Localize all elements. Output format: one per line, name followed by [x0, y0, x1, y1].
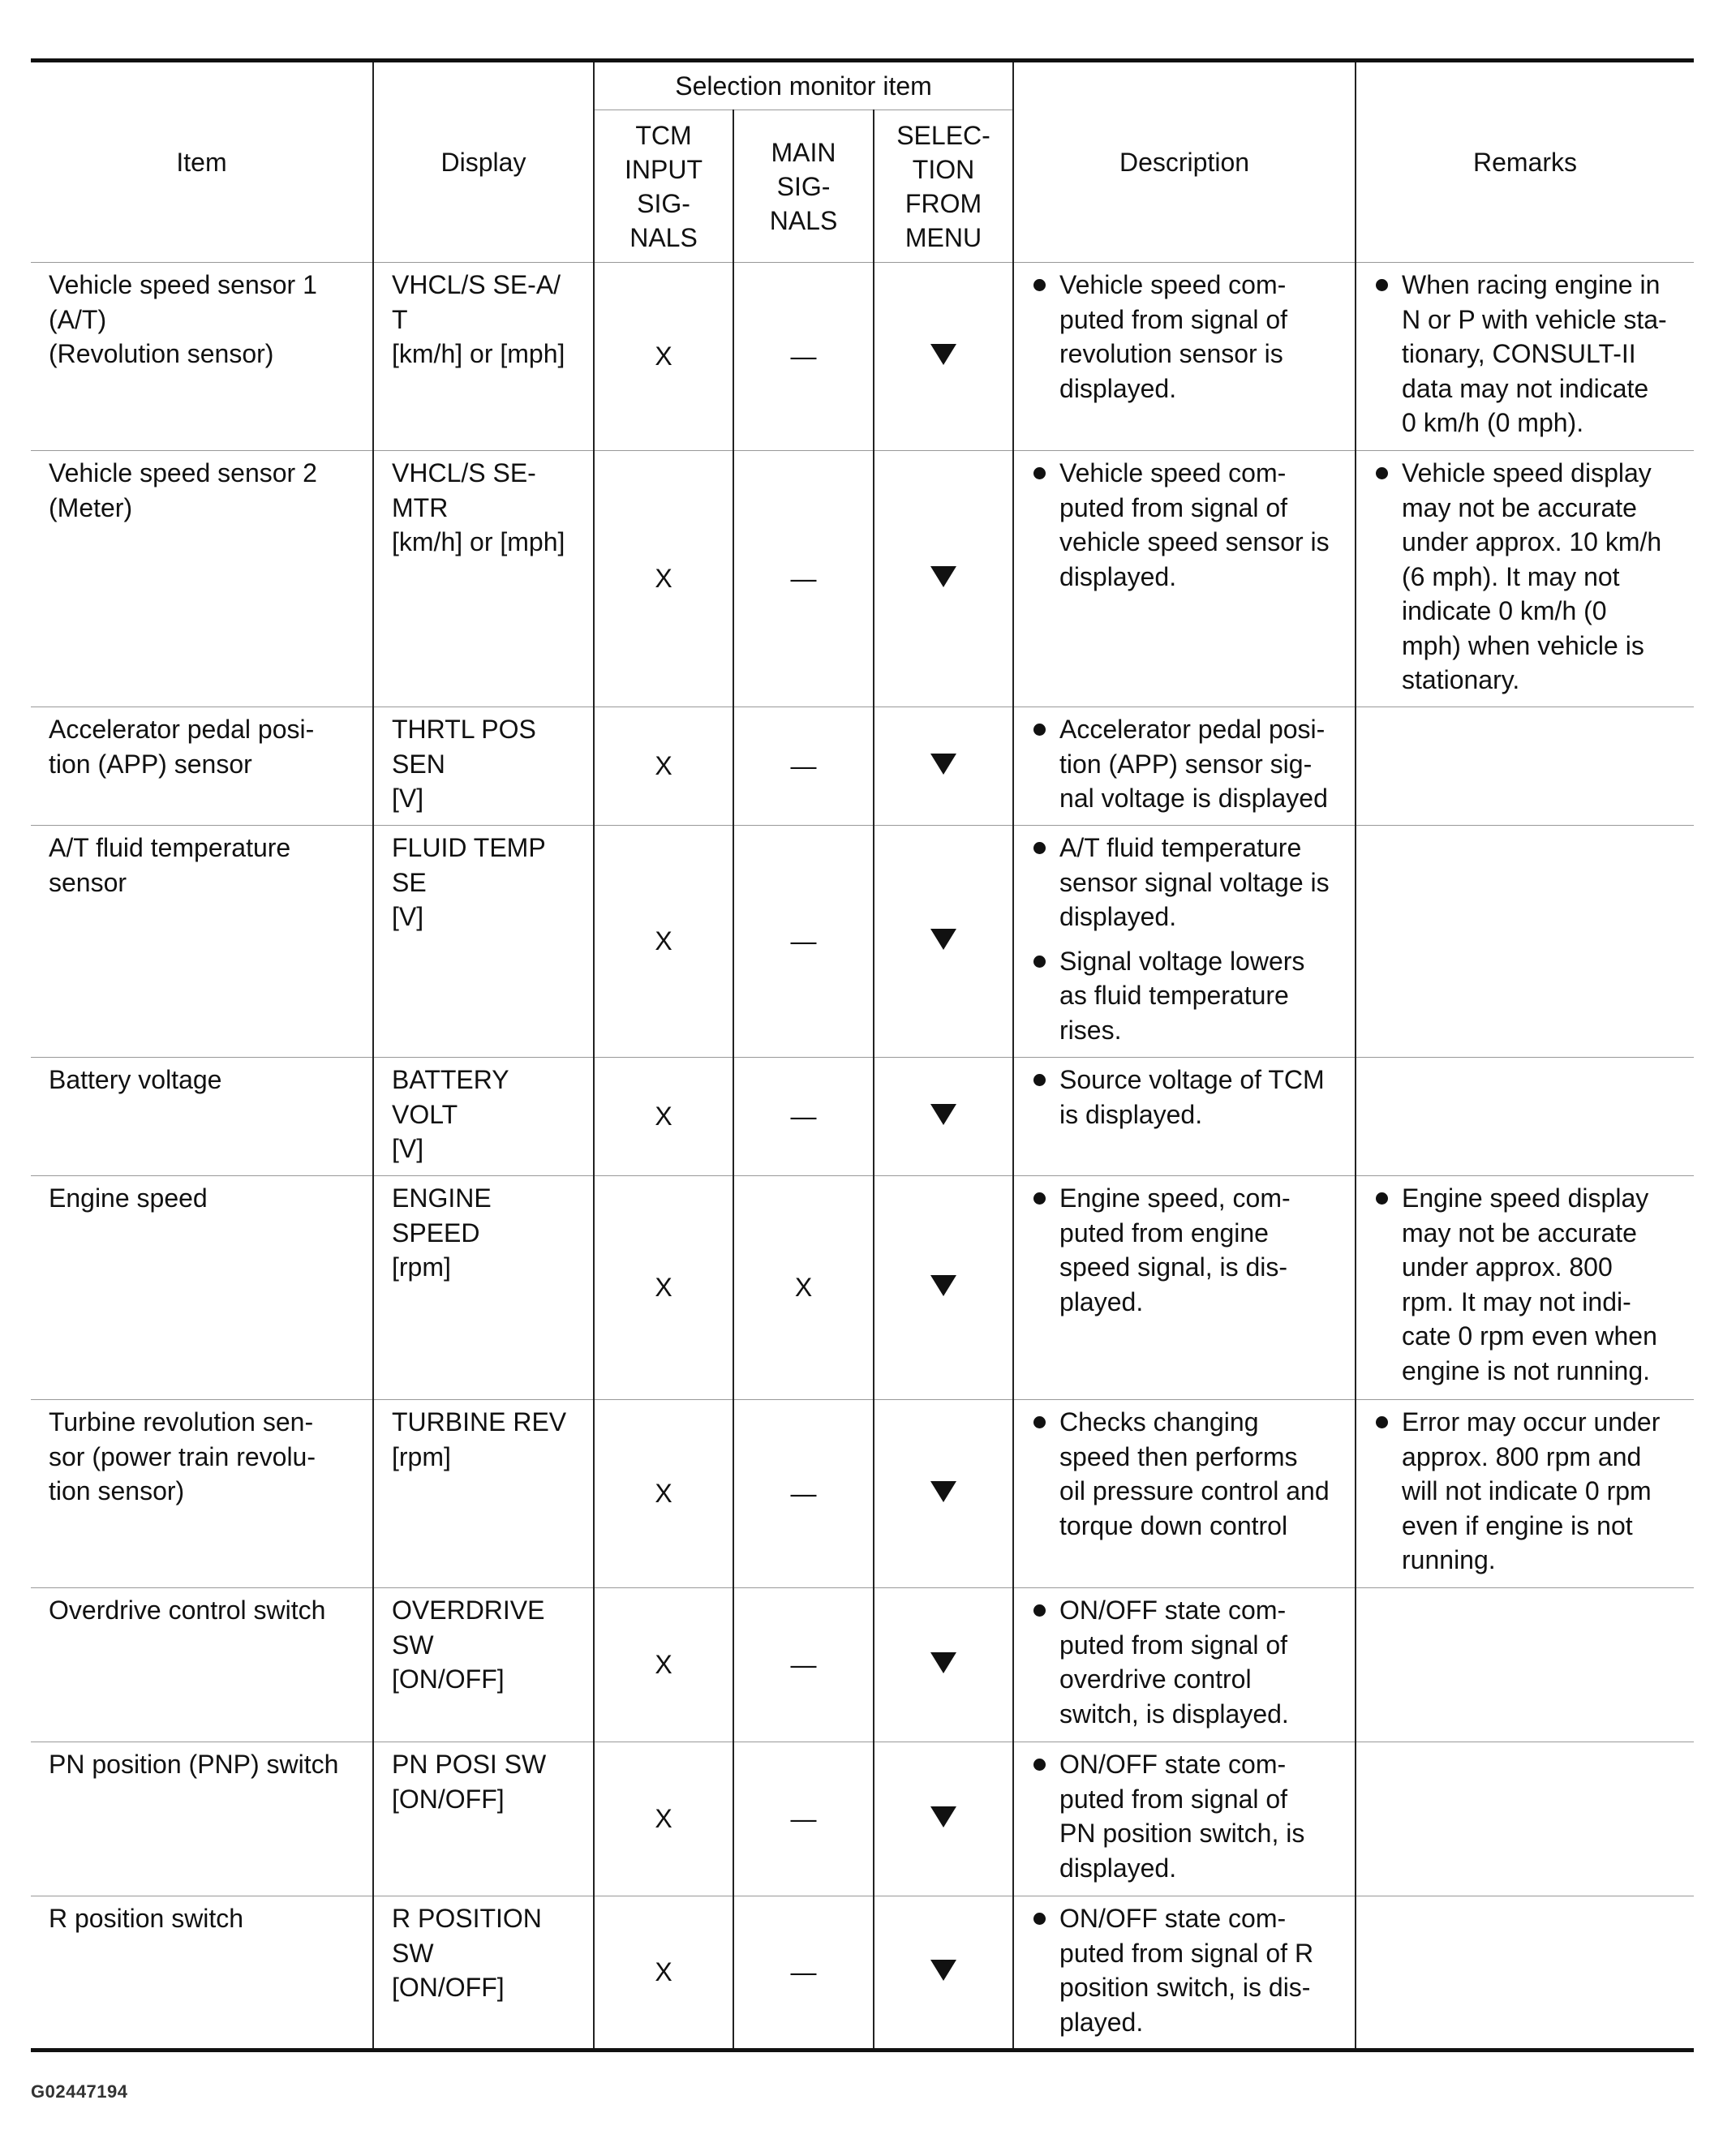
monitor-item-table [31, 58, 1694, 2052]
bullet-item [1032, 712, 1348, 816]
item-name: Vehicle speed sensor 1 (A/T) (Revolution sensor) [31, 263, 373, 451]
tcm-input-mark: X [594, 1400, 733, 1588]
bullet-icon [1033, 842, 1046, 854]
description-cell [1013, 1400, 1356, 1588]
display-name: PN POSI SW [ON/OFF] [373, 1742, 594, 1896]
monitor-item-table-document [31, 58, 1694, 2052]
bullet-item [1032, 1901, 1348, 2039]
bullet-text: Vehicle speed display may not be accurate under approx. 10 km/h (6 mph). It may not indicate 0 km/h (0 mph) when vehicle is stationary. [1402, 458, 1662, 694]
table-row [31, 1742, 1694, 1896]
tcm-input-mark: X [594, 1588, 733, 1742]
triangle-down-icon [930, 1481, 956, 1502]
bullet-text: Vehicle speed com- puted from signal of vehicle speed sensor is displayed. [1059, 458, 1330, 591]
item-name: Turbine revolution sen- sor (power train revolu- tion sensor) [31, 1400, 373, 1588]
bullet-icon [1033, 1759, 1046, 1771]
tcm-input-mark: X [594, 707, 733, 826]
bullet-text: Vehicle speed com- puted from signal of revolution sensor is displayed. [1059, 270, 1288, 403]
bullet-icon [1376, 279, 1388, 291]
triangle-down-icon [930, 566, 956, 587]
display-name: ENGINE SPEED [rpm] [373, 1176, 594, 1400]
item-name: Engine speed [31, 1176, 373, 1400]
bullet-text: Accelerator pedal posi- tion (APP) sensor sig- nal voltage is displayed [1059, 715, 1328, 813]
description-cell [1013, 826, 1356, 1058]
item-name: Battery voltage [31, 1058, 373, 1176]
tcm-input-mark: X [594, 1058, 733, 1176]
triangle-down-icon [930, 1806, 956, 1827]
remarks-cell [1356, 1896, 1694, 2051]
item-name: R position switch [31, 1896, 373, 2051]
triangle-down-icon [930, 1652, 956, 1673]
triangle-down-icon [930, 1275, 956, 1296]
selection-from-menu-mark [874, 1742, 1013, 1896]
figure-code: G02447194 [31, 2081, 128, 2102]
item-name: A/T fluid temperature sensor [31, 826, 373, 1058]
triangle-down-icon [930, 1960, 956, 1981]
triangle-down-icon [930, 344, 956, 365]
header-tcm-input-signals: TCM INPUT SIG- NALS [594, 110, 733, 263]
triangle-down-icon [930, 754, 956, 775]
triangle-down-icon [930, 929, 956, 950]
selection-from-menu-mark [874, 1588, 1013, 1742]
bullet-icon [1033, 724, 1046, 736]
description-cell [1013, 451, 1356, 707]
bullet-text: Engine speed display may not be accurate under approx. 800 rpm. It may not indi- cate 0 rpm even when engine is not running. [1402, 1183, 1657, 1385]
table-row [31, 1588, 1694, 1742]
table-row [31, 451, 1694, 707]
selection-from-menu-mark [874, 707, 1013, 826]
bullet-text: Checks changing speed then performs oil pressure control and torque down control [1059, 1407, 1330, 1540]
bullet-item [1032, 268, 1348, 406]
description-cell [1013, 1058, 1356, 1176]
bullet-text: Engine speed, com- puted from engine speed signal, is dis- played. [1059, 1183, 1291, 1316]
bullet-item [1032, 1405, 1348, 1543]
header-selection-monitor-item: Selection monitor item [594, 61, 1013, 110]
item-name: Vehicle speed sensor 2 (Meter) [31, 451, 373, 707]
display-name: THRTL POS SEN [V] [373, 707, 594, 826]
header-main-signals: MAIN SIG- NALS [733, 110, 874, 263]
bullet-item [1032, 944, 1348, 1048]
bullet-item [1032, 1747, 1348, 1885]
main-signal-mark: — [733, 451, 874, 707]
bullet-text: ON/OFF state com- puted from signal of R position switch, is dis- played. [1059, 1904, 1314, 2037]
main-signal-mark: — [733, 1896, 874, 2051]
bullet-icon [1033, 1913, 1046, 1925]
main-signal-mark: — [733, 1742, 874, 1896]
bullet-icon [1376, 1416, 1388, 1428]
selection-from-menu-mark [874, 1058, 1013, 1176]
main-signal-mark: X [733, 1176, 874, 1400]
bullet-item [1374, 1405, 1687, 1578]
display-name: OVERDRIVE SW [ON/OFF] [373, 1588, 594, 1742]
display-name: VHCL/S SE-A/ T [km/h] or [mph] [373, 263, 594, 451]
selection-from-menu-mark [874, 826, 1013, 1058]
remarks-cell [1356, 1588, 1694, 1742]
bullet-text: ON/OFF state com- puted from signal of overdrive control switch, is displayed. [1059, 1596, 1289, 1729]
description-cell [1013, 1588, 1356, 1742]
description-cell [1013, 263, 1356, 451]
main-signal-mark: — [733, 707, 874, 826]
bullet-icon [1033, 279, 1046, 291]
description-cell [1013, 1742, 1356, 1896]
bullet-text: Signal voltage lowers as fluid temperature rises. [1059, 946, 1305, 1045]
header-item: Item [31, 61, 373, 263]
remarks-cell [1356, 1176, 1694, 1400]
header-display: Display [373, 61, 594, 263]
bullet-text: When racing engine in N or P with vehicle sta- tionary, CONSULT-II data may not indicate 0 km/h (0 mph). [1402, 270, 1667, 437]
item-name: Overdrive control switch [31, 1588, 373, 1742]
selection-from-menu-mark [874, 1896, 1013, 2051]
tcm-input-mark: X [594, 1176, 733, 1400]
table-row [31, 707, 1694, 826]
bullet-text: A/T fluid temperature sensor signal voltage is displayed. [1059, 833, 1330, 931]
tcm-input-mark: X [594, 451, 733, 707]
bullet-icon [1033, 956, 1046, 968]
item-name: Accelerator pedal posi- tion (APP) sensor [31, 707, 373, 826]
main-signal-mark: — [733, 1588, 874, 1742]
display-name: TURBINE REV [rpm] [373, 1400, 594, 1588]
table-body [31, 263, 1694, 2051]
remarks-cell [1356, 707, 1694, 826]
main-signal-mark: — [733, 1058, 874, 1176]
selection-from-menu-mark [874, 1176, 1013, 1400]
tcm-input-mark: X [594, 1896, 733, 2051]
table-row [31, 1896, 1694, 2051]
display-name: VHCL/S SE- MTR [km/h] or [mph] [373, 451, 594, 707]
remarks-cell [1356, 826, 1694, 1058]
remarks-cell [1356, 1400, 1694, 1588]
selection-from-menu-mark [874, 451, 1013, 707]
bullet-text: ON/OFF state com- puted from signal of PN position switch, is displayed. [1059, 1750, 1305, 1883]
display-name: BATTERY VOLT [V] [373, 1058, 594, 1176]
bullet-icon [1033, 1604, 1046, 1617]
main-signal-mark: — [733, 263, 874, 451]
remarks-cell [1356, 263, 1694, 451]
bullet-item [1374, 456, 1687, 698]
main-signal-mark: — [733, 826, 874, 1058]
bullet-icon [1033, 1074, 1046, 1086]
item-name: PN position (PNP) switch [31, 1742, 373, 1896]
bullet-icon [1376, 1192, 1388, 1205]
bullet-item [1032, 1181, 1348, 1319]
description-cell [1013, 707, 1356, 826]
table-row [31, 1176, 1694, 1400]
bullet-icon [1376, 467, 1388, 479]
bullet-item [1032, 831, 1348, 934]
bullet-item [1374, 268, 1687, 440]
tcm-input-mark: X [594, 263, 733, 451]
description-cell [1013, 1176, 1356, 1400]
display-name: R POSITION SW [ON/OFF] [373, 1896, 594, 2051]
remarks-cell [1356, 1742, 1694, 1896]
remarks-cell [1356, 451, 1694, 707]
bullet-item [1032, 456, 1348, 594]
header-selection-from-menu: SELEC- TION FROM MENU [874, 110, 1013, 263]
selection-from-menu-mark [874, 1400, 1013, 1588]
tcm-input-mark: X [594, 826, 733, 1058]
bullet-text: Source voltage of TCM is displayed. [1059, 1065, 1325, 1129]
tcm-input-mark: X [594, 1742, 733, 1896]
table-row [31, 1400, 1694, 1588]
table-row [31, 826, 1694, 1058]
header-remarks: Remarks [1356, 61, 1694, 263]
bullet-icon [1033, 467, 1046, 479]
bullet-item [1032, 1593, 1348, 1731]
triangle-down-icon [930, 1104, 956, 1125]
main-signal-mark: — [733, 1400, 874, 1588]
bullet-item [1032, 1063, 1348, 1132]
bullet-icon [1033, 1192, 1046, 1205]
description-cell [1013, 1896, 1356, 2051]
selection-from-menu-mark [874, 263, 1013, 451]
header-description: Description [1013, 61, 1356, 263]
remarks-cell [1356, 1058, 1694, 1176]
table-row [31, 263, 1694, 451]
bullet-item [1374, 1181, 1687, 1388]
table-row [31, 1058, 1694, 1176]
display-name: FLUID TEMP SE [V] [373, 826, 594, 1058]
bullet-text: Error may occur under approx. 800 rpm and will not indicate 0 rpm even if engine is not running. [1402, 1407, 1661, 1574]
bullet-icon [1033, 1416, 1046, 1428]
